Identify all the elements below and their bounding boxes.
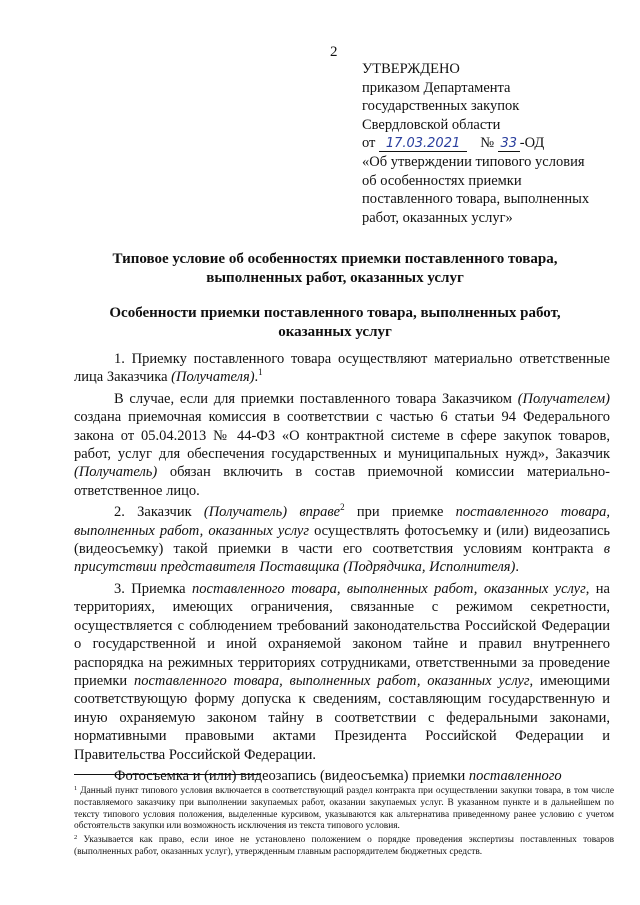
paragraph-3 <box>74 503 610 577</box>
text-run: при приемке <box>344 504 456 521</box>
paragraph-1 <box>74 350 610 387</box>
footnote-divider <box>74 774 260 775</box>
italic-run: поставленного товара, выполненных работ, оказанных услуг <box>192 580 586 597</box>
text-run: , на территориях, имеющих ограничения, связанные с режимом секретности, осуществляется с соблюдением требований законодательства Российской Федерации о государственной и иной охраняемой законом тайне и правил внутреннего распорядка на режимных территориях сотрудниками, ответственными за проведение приемки <box>74 580 610 689</box>
italic-run: (Получателем) <box>517 390 610 407</box>
approval-title-1: «Об утверждении типового условия <box>362 153 585 170</box>
footnote-text: Данный пункт типового условия включается в соответствующий раздел контракта при осуществлении закупки товара, в том числе поставляемого заказчику при выполнении закупаемых работ, оказании закупаемых услуг. В указанном пункте и в дальнейшем по тексту типового условия положения, выделенные курсивом, указываются как альтернатива приведенному ранее условию с учетом обстоятельств закупки или возможность исключения из текста типового условия. <box>74 786 614 832</box>
approval-block <box>362 60 612 227</box>
italic-run: (Получатель) вправе <box>203 504 341 521</box>
italic-run: поставленного <box>468 767 562 784</box>
text-run: , имеющими соответствующую форму допуска к сведениям, составляющим государственную и иную охраняемую законом тайну в соответствии с федеральными законами, нормативными правовыми актами Президента Российской Федерации и Правительства Российской Федерации. <box>74 672 610 763</box>
footnote-mark: 1 <box>74 785 78 792</box>
date-field <box>379 136 467 152</box>
text-run: осуществлять фотосъемку и (или) видеозапись (видеосъемку) такой приемки в части его соответствия условиям контракта <box>74 522 610 558</box>
section-heading: Особенности приемки поставленного товара, выполненных работ, оказанных услуг <box>109 305 561 340</box>
number-suffix: -ОД <box>519 135 545 152</box>
text-run: В случае, если для приемки поставленного товара Заказчиком <box>114 390 518 407</box>
handwritten-number: 33 <box>500 136 518 152</box>
from-label: от <box>362 135 376 152</box>
footnote-mark: 2 <box>74 834 78 842</box>
footnotes <box>74 786 614 861</box>
italic-run: в присутствии представителя Поставщика (Подрядчика, Исполнителя) <box>74 541 610 576</box>
document-title: Типовое условие об особенностях приемки поставленного товара, выполненных работ, оказанных услуг <box>112 251 558 286</box>
approval-date-line <box>362 134 612 153</box>
text-run: 2. Заказчик <box>114 504 204 521</box>
footnote-text: Указывается как право, если иное не установлено положением о порядке проведения экспертизы поставленных товаров (выполненных работ, оказанных услуг), утвержденным главным распорядителем бюджетных средств. <box>74 835 614 857</box>
text-run: . <box>515 559 519 576</box>
approval-title-2: об особенностях приемки <box>362 172 522 189</box>
text-run: 3. Приемка <box>114 580 193 597</box>
italic-run: поставленного товара, выполненных работ, оказанных услуг <box>74 504 610 539</box>
italic-run: поставленного товара, выполненных работ, оказанных услуг <box>133 672 530 689</box>
paragraph-5 <box>74 767 610 785</box>
text-run: обязан включить в состав приемочной комиссии материально-ответственное лицо. <box>74 464 610 499</box>
number-label: № <box>480 135 495 152</box>
text-run: создана приемочная комиссия в соответствии с частью 6 статьи 94 Федерального закона от 05.04.2013 № 44-ФЗ «О контрактной системе в сфере закупок товаров, работ, услуг для обеспечения государственных и муниципальных нужд», Заказчик <box>74 409 610 463</box>
page-number: 2 <box>330 44 338 60</box>
document-body <box>74 350 610 785</box>
footnote-2 <box>74 835 614 859</box>
italic-run: (Получателя) <box>171 369 255 386</box>
paragraph-2 <box>74 390 610 500</box>
approval-line-1: УТВЕРЖДЕНО <box>362 61 460 77</box>
approval-line-4: Свердловской области <box>362 116 501 133</box>
text-run: 1. Приемку поставленного товара осуществляют материально ответственные лица Заказчика <box>74 351 610 386</box>
approval-title-4: работ, оказанных услуг» <box>362 209 513 226</box>
footnote-ref-1: 1 <box>258 367 263 378</box>
footnote-ref-2: 2 <box>340 502 345 513</box>
footnote-1 <box>74 786 614 833</box>
paragraph-4 <box>74 580 610 764</box>
number-field <box>498 136 520 152</box>
handwritten-date: 17.03.2021 <box>385 136 461 152</box>
approval-line-2: приказом Департамента <box>362 79 511 96</box>
approval-line-3: государственных закупок <box>362 98 520 115</box>
text-run: . <box>254 369 259 386</box>
text-run: Фотосъемка и (или) видеозапись (видеосъемка) приемки <box>114 767 469 784</box>
approval-title-3: поставленного товара, выполненных <box>362 191 590 208</box>
italic-run: (Получатель) <box>74 464 158 481</box>
